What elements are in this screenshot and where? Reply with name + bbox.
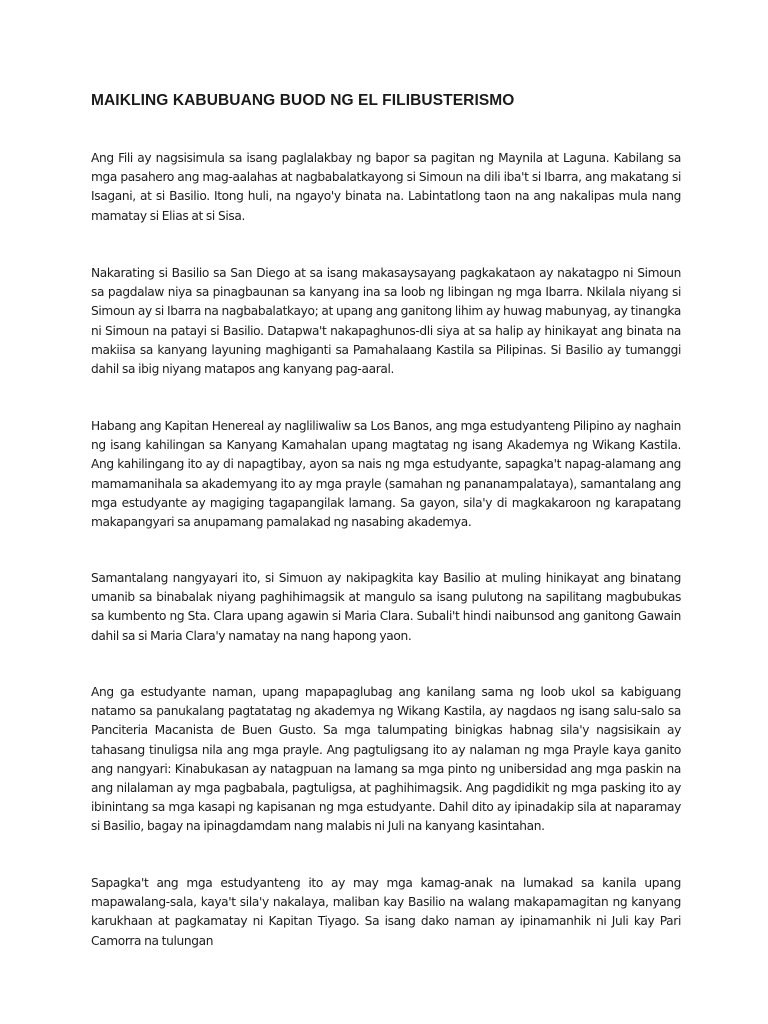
paragraph-1: Ang Fili ay nagsisimula sa isang paglalakbay ng bapor sa pagitan ng Maynila at Laguna. Kabilang sa mga pasahero ang mag-aalahas at nagbabalatkayong si Simoun na dili iba't si Ibarra, ang makatang si Isagani, at si Basilio. Itong huli, na ngayo'y binata na. Labintatlong taon na ang nakalipas mula nang mamatay si Elias at si Sisa. — [91, 151, 681, 223]
document-title: MAIKLING KABUBUANG BUOD NG EL FILIBUSTERISMO — [91, 92, 515, 109]
paragraph-6: Sapagka't ang mga estudyanteng ito ay may mga kamag-anak na lumakad sa kanila upang mapawalang-sala, kaya't sila'y nakalaya, maliban kay Basilio na walang makapamagitan ng kanyang karukhaan at pagkamatay ni Kapitan Tiyago. Sa isang dako naman ay ipinamanhik ni Juli kay Pari Camorra na tulungan — [91, 876, 681, 948]
paragraph-5: Ang ga estudyante naman, upang mapapaglubag ang kanilang sama ng loob ukol sa kabiguang natamo sa panukalang pagtatatag ng akademya ng Wikang Kastila, ay nagdaos ng isang salu-salo sa Panciteria Macanista de Buen Gusto. Sa mga talumpating binigkas habnag sila'y nagsisikain ay tahasang tinuligsa nila ang mga prayle. Ang pagtuligsang ito ay nalaman ng mga Prayle kaya ganito ang nangyari: Kinabukasan ay natagpuan na lamang sa mga pinto ng unibersidad ang mga paskin na ang nilalaman ay mga pagbabala, pagtuligsa, at paghihimagsik. Ang pagdidikit ng mga pasking ito ay ibinintang sa mga kasapi ng kapisanan ng mga estudyante. Dahil dito ay ipinadakip sila at naparamay si Basilio, bagay na ipinagdamdam nang malabis ni Juli na kanyang kasintahan. — [91, 685, 681, 834]
paragraph-4: Samantalang nangyayari ito, si Simuon ay nakipagkita kay Basilio at muling hinikayat ang binatang umanib sa binabalak niyang paghihimagsik at mangulo sa isang pulutong na sapilitang magbubukas sa kumbento ng Sta. Clara upang agawin si Maria Clara. Subali't hindi naibunsod ang ganitong Gawain dahil sa si Maria Clara'y namatay na nang hapong yaon. — [91, 571, 681, 643]
paragraph-2: Nakarating si Basilio sa San Diego at sa isang makasaysayang pagkakataon ay nakatagpo ni Simoun sa pagdalaw niya sa pinagbaunan sa kanyang ina sa loob ng libingan ng mga Ibarra. Nkilala niyang si Simoun ay si Ibarra na nagbabalatkayo; at upang ang ganitong lihim ay huwag mabunyag, ay tinangka ni Simoun na patayi si Basilio. Datapwa't nakapaghunos-dli siya at sa halip ay hinikayat ang binata na makiisa sa kanyang layuning maghiganti sa Pamahalaang Kastila sa Pilipinas. Si Basilio ay tumanggi dahil sa ibig niyang matapos ang kanyang pag-aaral. — [91, 266, 681, 377]
paragraph-3: Habang ang Kapitan Henereal ay nagliliwaliw sa Los Banos, ang mga estudyanteng Pilipino ay naghain ng isang kahilingan sa Kanyang Kamahalan upang magtatag ng isang Akademya ng Wikang Kastila. Ang kahilingang ito ay di napagtibay, ayon sa nais ng mga estudyante, sapagka't napag-alamang ang mamamanihala sa akademyang ito ay mga prayle (samahan ng pananampalataya), samantalang ang mga estudyante ay magiging tagapangilak lamang. Sa gayon, sila'y di magkakaroon ng karapatang makapangyari sa anupamang pamalakad ng nasabing akademya. — [91, 419, 681, 530]
